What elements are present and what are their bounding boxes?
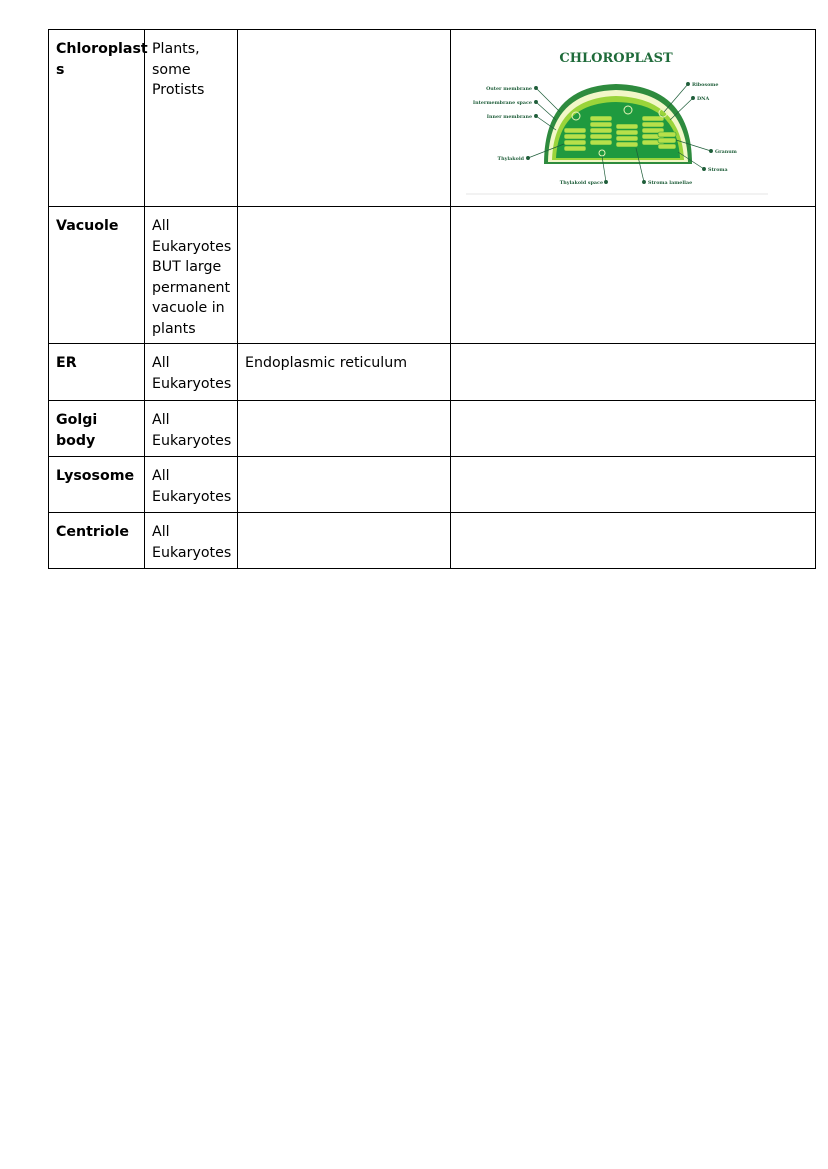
label-ribosome: Ribosome	[692, 82, 719, 88]
label-granum: Granum	[715, 149, 737, 155]
organelle-found-in: All Eukaryotes	[145, 344, 238, 401]
table-row	[49, 401, 816, 457]
label-stroma-lamellae: Stroma lamellae	[648, 180, 693, 186]
chloroplast-diagram-cell	[451, 30, 816, 207]
organelle-found-in: All Eukaryotes	[145, 457, 238, 513]
organelle-name: Golgi body	[49, 401, 145, 457]
table-row	[49, 513, 816, 569]
chloroplast-diagram	[456, 36, 768, 196]
organelle-found-in: Plants, some Protists	[145, 30, 238, 207]
organelle-notes	[238, 401, 451, 457]
organelle-image-cell	[451, 457, 816, 513]
label-thylakoid-space: Thylakoid space	[559, 180, 603, 186]
label-stroma: Stroma	[708, 167, 728, 173]
organelle-notes	[238, 513, 451, 569]
table-row	[49, 207, 816, 344]
organelle-table	[48, 29, 816, 569]
organelle-name: Vacuole	[49, 207, 145, 344]
organelle-image-cell	[451, 513, 816, 569]
organelle-image-cell	[451, 207, 816, 344]
organelle-notes: Endoplasmic reticulum	[238, 344, 451, 401]
table-row	[49, 344, 816, 401]
organelle-notes	[238, 457, 451, 513]
label-thylakoid: Thylakoid	[497, 156, 524, 162]
organelle-image-cell	[451, 344, 816, 401]
label-inner-membrane: Inner membrane	[486, 114, 532, 120]
table-row	[49, 457, 816, 513]
organelle-found-in: All Eukaryotes BUT large permanent vacuole in plants	[145, 207, 238, 344]
label-outer-membrane: Outer membrane	[486, 86, 532, 92]
diagram-title: CHLOROPLAST	[559, 51, 673, 66]
organelle-image-cell	[451, 401, 816, 457]
label-dna: DNA	[697, 96, 710, 102]
label-intermembrane-space: Intermembrane space	[472, 100, 532, 106]
organelle-notes	[238, 207, 451, 344]
organelle-name: Lysosome	[49, 457, 145, 513]
organelle-notes	[238, 30, 451, 207]
organelle-name: Centriole	[49, 513, 145, 569]
organelle-name: ER	[49, 344, 145, 401]
organelle-found-in: All Eukaryotes	[145, 401, 238, 457]
organelle-found-in: All Eukaryotes	[145, 513, 238, 569]
organelle-name: Chloroplast s	[49, 30, 145, 207]
table-row	[49, 30, 816, 207]
